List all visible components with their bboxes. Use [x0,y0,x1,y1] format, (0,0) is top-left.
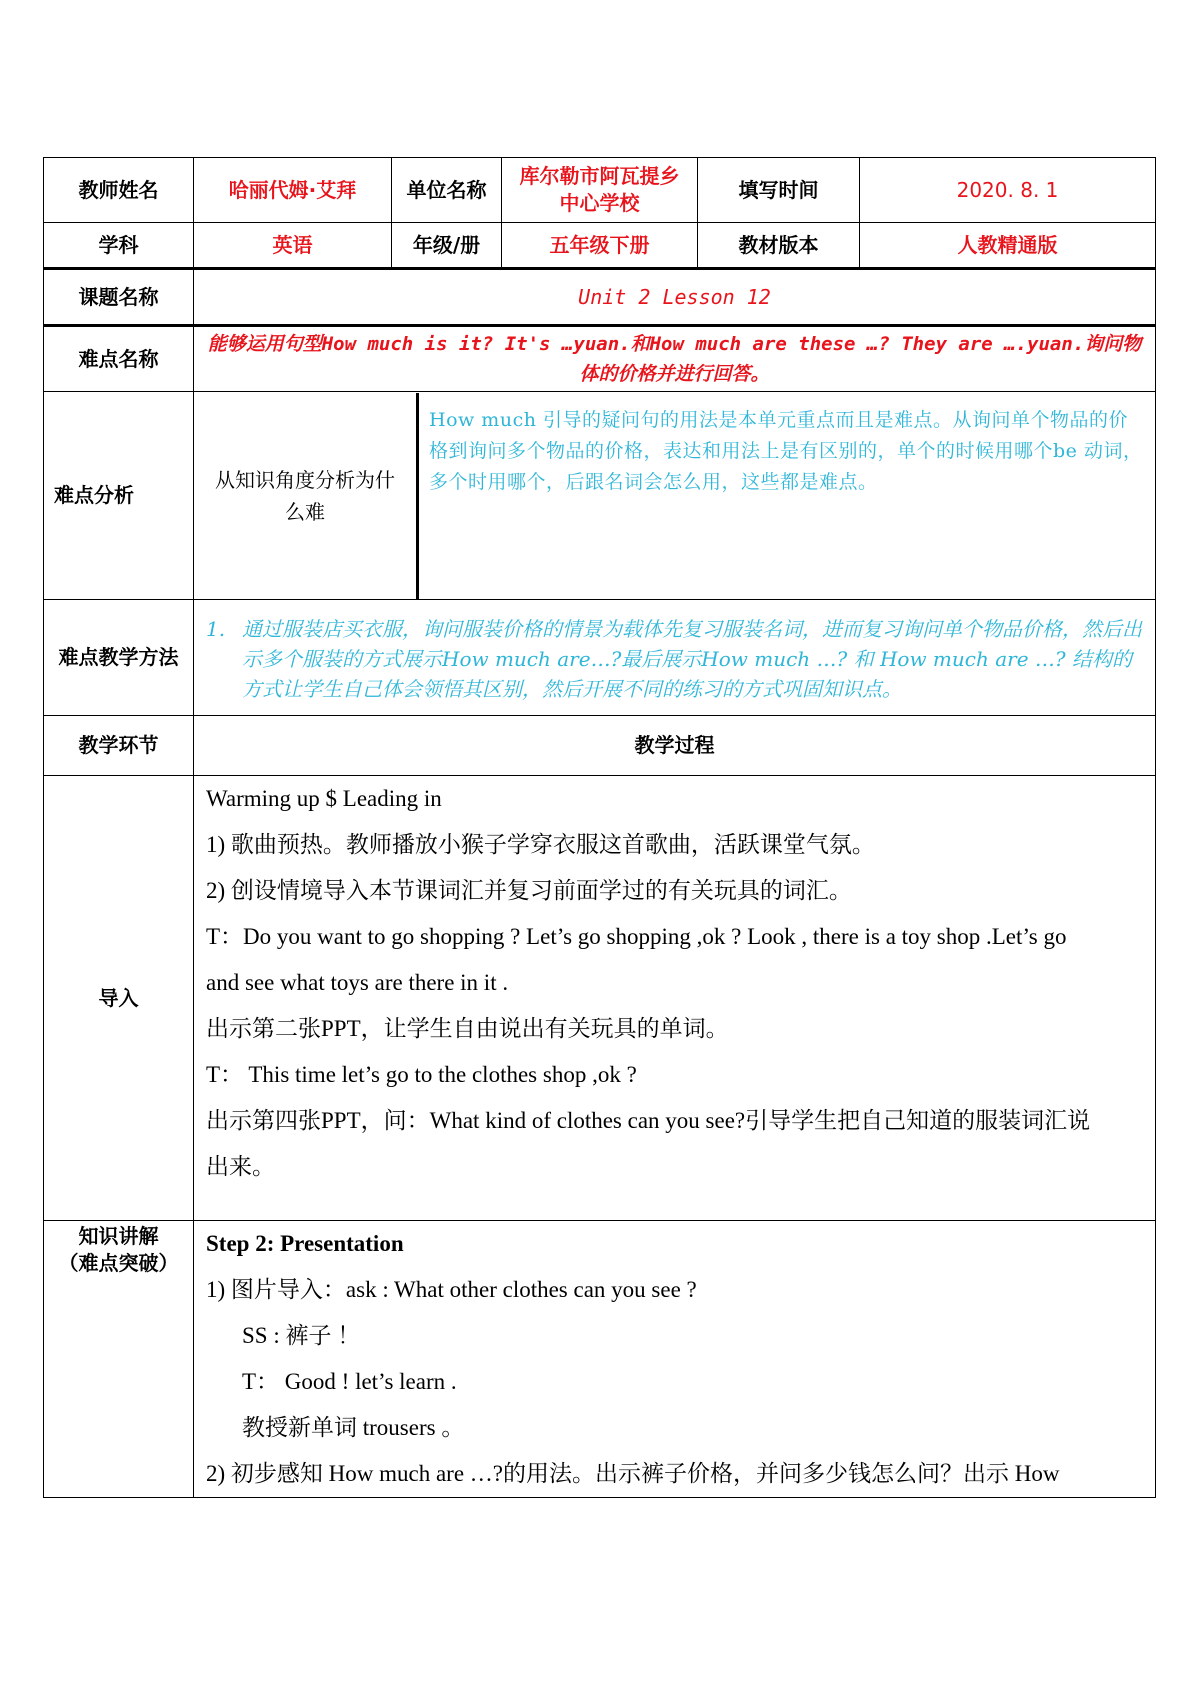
grade-value: 五年级下册 [502,223,698,269]
intro-line: 出示第四张PPT，问：What kind of clothes can you see?引导学生把自己知道的服装词汇说 [206,1108,1091,1133]
method-label: 难点教学方法 [44,600,194,716]
info-row-2 [44,223,1156,269]
intro-line: and see what toys are there in it . [206,970,509,995]
teacher-label: 教师姓名 [44,158,194,223]
analysis-content: How much 引导的疑问句的用法是本单元重点而且是难点。从询问单个物品的价格到询问多个物品的价格，表达和用法上是有区别的，单个的时候用哪个be 动词，多个时用哪个，后跟名词会怎么用，这些都是难点。 [429,408,1143,493]
unit-label: 单位名称 [392,158,502,223]
method-number: 1. [206,616,226,641]
teacher-name: 哈丽代姆·艾拜 [194,158,392,223]
difficulty-value: 能够运用句型How much is it? It's …yuan.和How much are these …? They are ….yuan.询问物体的价格并进行回答。 [194,326,1156,392]
difficulty-row [44,326,1156,392]
intro-line: Warming up $ Leading in [206,786,442,811]
intro-content [194,776,1156,1221]
analysis-sub-label: 从知识角度分析为什么难 [194,393,418,599]
difficulty-label: 难点名称 [44,326,194,392]
method-content: 通过服装店买衣服，询问服装价格的情景为载体先复习服装名词，进而复习询问单个物品价格，然后出示多个服装的方式展示How much are…?最后展示How much …? 和 How much are …? 结构的方式让学生自己体会领悟其区别，然后开展不同的练习的方式巩固知识点。 [242,616,1142,701]
intro-label: 导入 [44,776,194,1221]
intro-row [44,776,1156,1221]
lesson-plan-table [43,157,1156,1498]
knowledge-line: 1) 图片导入：ask : What other clothes can you see ? [206,1277,697,1302]
knowledge-line: SS : 裤子 ！ [242,1323,361,1348]
method-cell [194,600,1156,716]
method-row [44,600,1156,716]
knowledge-row [44,1221,1156,1498]
knowledge-line: T： Good ! let’s learn . [242,1369,457,1394]
topic-value: Unit 2 Lesson 12 [194,269,1156,326]
intro-line: 2) 创设情境导入本节课词汇并复习前面学过的有关玩具的词汇。 [206,878,852,903]
method-item [206,614,1143,704]
subject-value: 英语 [194,223,392,269]
intro-line: 出示第二张PPT，让学生自由说出有关玩具的单词。 [206,1016,729,1041]
process-stage-header: 教学环节 [44,716,194,776]
date-value: 2020. 8. 1 [860,158,1156,223]
intro-line: 1) 歌曲预热。教师播放小猴子学穿衣服这首歌曲，活跃课堂气氛。 [206,832,875,857]
topic-row [44,269,1156,326]
intro-line: T： This time let’s go to the clothes shop ,ok ? [206,1062,637,1087]
unit-name: 库尔勒市阿瓦提乡中心学校 [502,158,698,223]
knowledge-line: 2) 初步感知 How much are …?的用法。出示裤子价格，并问多少钱怎么问？出示 How [206,1461,1060,1486]
info-row-1 [44,158,1156,223]
analysis-row [44,392,1156,600]
intro-line: T：Do you want to go shopping ? Let’s go shopping ,ok ? Look , there is a toy shop .Let’s go [206,924,1067,949]
knowledge-content [194,1221,1156,1498]
knowledge-label-line-2: （难点突破） [58,1251,179,1275]
edition-label: 教材版本 [698,223,860,269]
step-title: Step 2: Presentation [206,1231,404,1256]
analysis-cell [194,392,1156,600]
process-header: 教学过程 [194,716,1156,776]
topic-label: 课题名称 [44,269,194,326]
knowledge-label-line-1: 知识讲解 [78,1224,159,1248]
analysis-label: 难点分析 [44,392,194,600]
knowledge-line: 教授新单词 trousers 。 [242,1415,465,1440]
knowledge-label [44,1221,194,1498]
analysis-inner-table [194,393,1155,599]
process-header-row [44,716,1156,776]
subject-label: 学科 [44,223,194,269]
edition-value: 人教精通版 [860,223,1156,269]
grade-label: 年级/册 [392,223,502,269]
date-label: 填写时间 [698,158,860,223]
intro-line: 出来。 [206,1154,275,1179]
